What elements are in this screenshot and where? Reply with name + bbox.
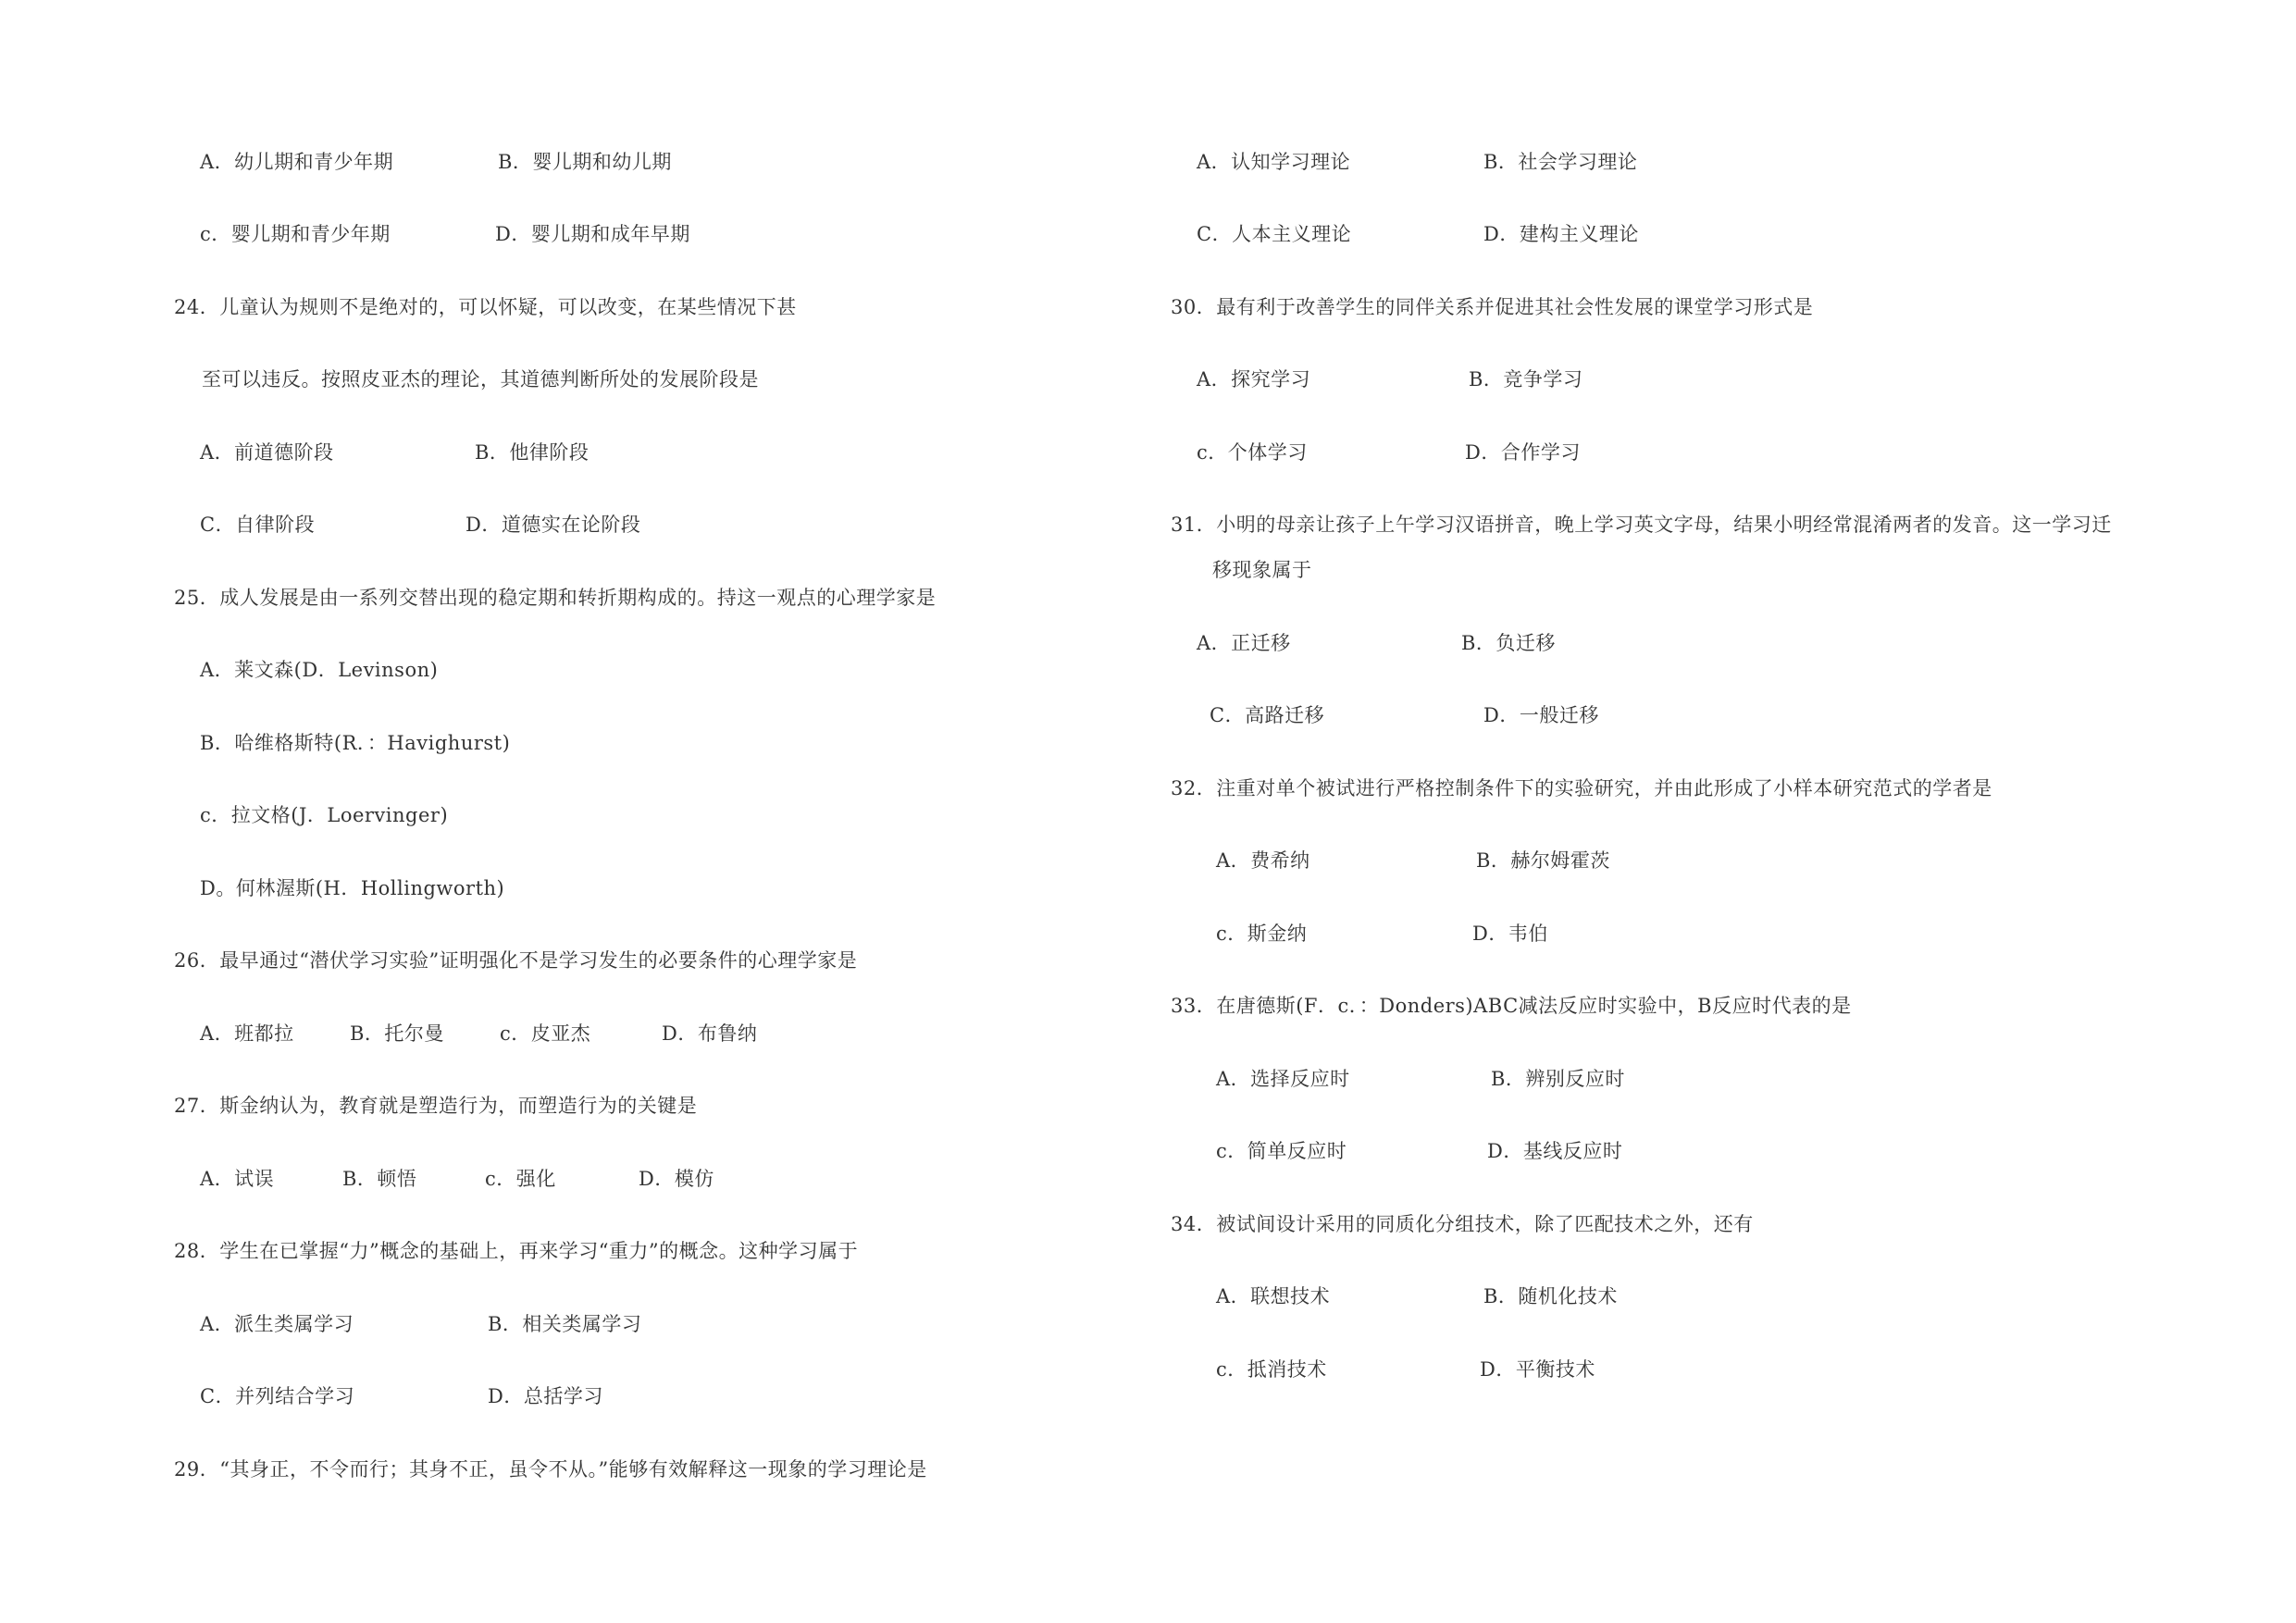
q28-option-a: A．派生类属学习 bbox=[200, 1313, 354, 1335]
q32-option-a: A．费希纳 bbox=[1216, 849, 1310, 872]
q25-option-c: c．拉文格(J．Loervinger) bbox=[200, 804, 449, 826]
q25-option-d: D。何林渥斯(H．Hollingworth) bbox=[200, 877, 505, 899]
question-31-cont: 移现象属于 bbox=[1212, 559, 1312, 581]
q33-option-d: D．基线反应时 bbox=[1487, 1140, 1623, 1162]
q24-option-b: B．他律阶段 bbox=[475, 441, 590, 464]
q29-option-a: A．认知学习理论 bbox=[1197, 151, 1351, 173]
question-25: 25．成人发展是由一系列交替出现的稳定期和转折期构成的。持这一观点的心理学家是 bbox=[174, 587, 937, 609]
q27-option-b: B．顿悟 bbox=[342, 1168, 417, 1190]
q33-option-c: c．简单反应时 bbox=[1216, 1140, 1347, 1162]
left-row-1-option-a: A．幼儿期和青少年期 bbox=[200, 151, 394, 173]
q34-option-d: D．平衡技术 bbox=[1480, 1358, 1595, 1381]
q25-option-b: B．哈维格斯特(R．：Havighurst) bbox=[200, 732, 511, 754]
q28-option-b: B．相关类属学习 bbox=[488, 1313, 642, 1335]
q31-option-a: A．正迁移 bbox=[1197, 632, 1291, 654]
q27-option-c: c．强化 bbox=[485, 1168, 556, 1190]
q24-option-d: D．道德实在论阶段 bbox=[465, 514, 641, 536]
q26-option-c: c．皮亚杰 bbox=[500, 1022, 591, 1045]
q28-option-d: D．总括学习 bbox=[488, 1385, 603, 1407]
q27-option-d: D．模仿 bbox=[639, 1168, 714, 1190]
question-30: 30．最有利于改善学生的同伴关系并促进其社会性发展的课堂学习形式是 bbox=[1171, 296, 1814, 318]
question-34: 34．被试间设计采用的同质化分组技术，除了匹配技术之外，还有 bbox=[1171, 1213, 1754, 1235]
q28-option-c: C．并列结合学习 bbox=[200, 1385, 355, 1407]
q27-option-a: A．试误 bbox=[200, 1168, 275, 1190]
q34-option-b: B．随机化技术 bbox=[1483, 1285, 1618, 1307]
q30-option-a: A．探究学习 bbox=[1197, 368, 1311, 390]
q26-option-a: A．班都拉 bbox=[200, 1022, 294, 1045]
q33-option-a: A．选择反应时 bbox=[1216, 1068, 1350, 1090]
question-24: 24．儿童认为规则不是绝对的，可以怀疑，可以改变，在某些情况下甚 bbox=[174, 296, 797, 318]
question-32: 32．注重对单个被试进行严格控制条件下的实验研究，并由此形成了小样本研究范式的学者是 bbox=[1171, 777, 1992, 799]
q31-option-c: C．高路迁移 bbox=[1210, 704, 1325, 726]
question-31: 31．小明的母亲让孩子上午学习汉语拼音，晚上学习英文字母，结果小明经常混淆两者的发音。这一学习迁 bbox=[1171, 514, 2112, 536]
q34-option-a: A．联想技术 bbox=[1216, 1285, 1331, 1307]
question-27: 27．斯金纳认为，教育就是塑造行为，而塑造行为的关键是 bbox=[174, 1095, 698, 1117]
question-29: 29．“其身正，不令而行；其身不正，虽令不从。”能够有效解释这一现象的学习理论是 bbox=[174, 1458, 927, 1481]
q24-option-a: A．前道德阶段 bbox=[200, 441, 334, 464]
q30-option-d: D．合作学习 bbox=[1465, 441, 1581, 464]
q32-option-c: c．斯金纳 bbox=[1216, 923, 1308, 945]
q26-option-d: D．布鲁纳 bbox=[662, 1022, 758, 1045]
left-row-2-option-c: c．婴儿期和青少年期 bbox=[200, 223, 391, 245]
q31-option-d: D．一般迁移 bbox=[1483, 704, 1599, 726]
q34-option-c: c．抵消技术 bbox=[1216, 1358, 1327, 1381]
q29-option-d: D．建构主义理论 bbox=[1483, 223, 1639, 245]
q32-option-d: D．韦伯 bbox=[1472, 923, 1548, 945]
q24-option-c: C．自律阶段 bbox=[200, 514, 316, 536]
q31-option-b: B．负迁移 bbox=[1461, 632, 1556, 654]
left-row-1-option-b: B．婴儿期和幼儿期 bbox=[498, 151, 672, 173]
q29-option-c: C．人本主义理论 bbox=[1197, 223, 1352, 245]
question-24-cont: 至可以违反。按照皮亚杰的理论，其道德判断所处的发展阶段是 bbox=[202, 368, 759, 390]
question-26: 26．最早通过“潜伏学习实验”证明强化不是学习发生的必要条件的心理学家是 bbox=[174, 949, 858, 972]
left-row-2-option-d: D．婴儿期和成年早期 bbox=[495, 223, 690, 245]
q33-option-b: B．辨别反应时 bbox=[1491, 1068, 1625, 1090]
q25-option-a: A．莱文森(D．Levinson) bbox=[200, 659, 439, 681]
q30-option-b: B．竞争学习 bbox=[1469, 368, 1583, 390]
q30-option-c: c．个体学习 bbox=[1197, 441, 1308, 464]
q26-option-b: B．托尔曼 bbox=[350, 1022, 444, 1045]
q32-option-b: B．赫尔姆霍茨 bbox=[1476, 849, 1610, 872]
question-28: 28．学生在已掌握“力”概念的基础上，再来学习“重力”的概念。这种学习属于 bbox=[174, 1240, 859, 1262]
q29-option-b: B．社会学习理论 bbox=[1483, 151, 1638, 173]
question-33: 33．在唐德斯(F．c．：Donders)ABC减法反应时实验中，B反应时代表的是 bbox=[1171, 995, 1852, 1017]
